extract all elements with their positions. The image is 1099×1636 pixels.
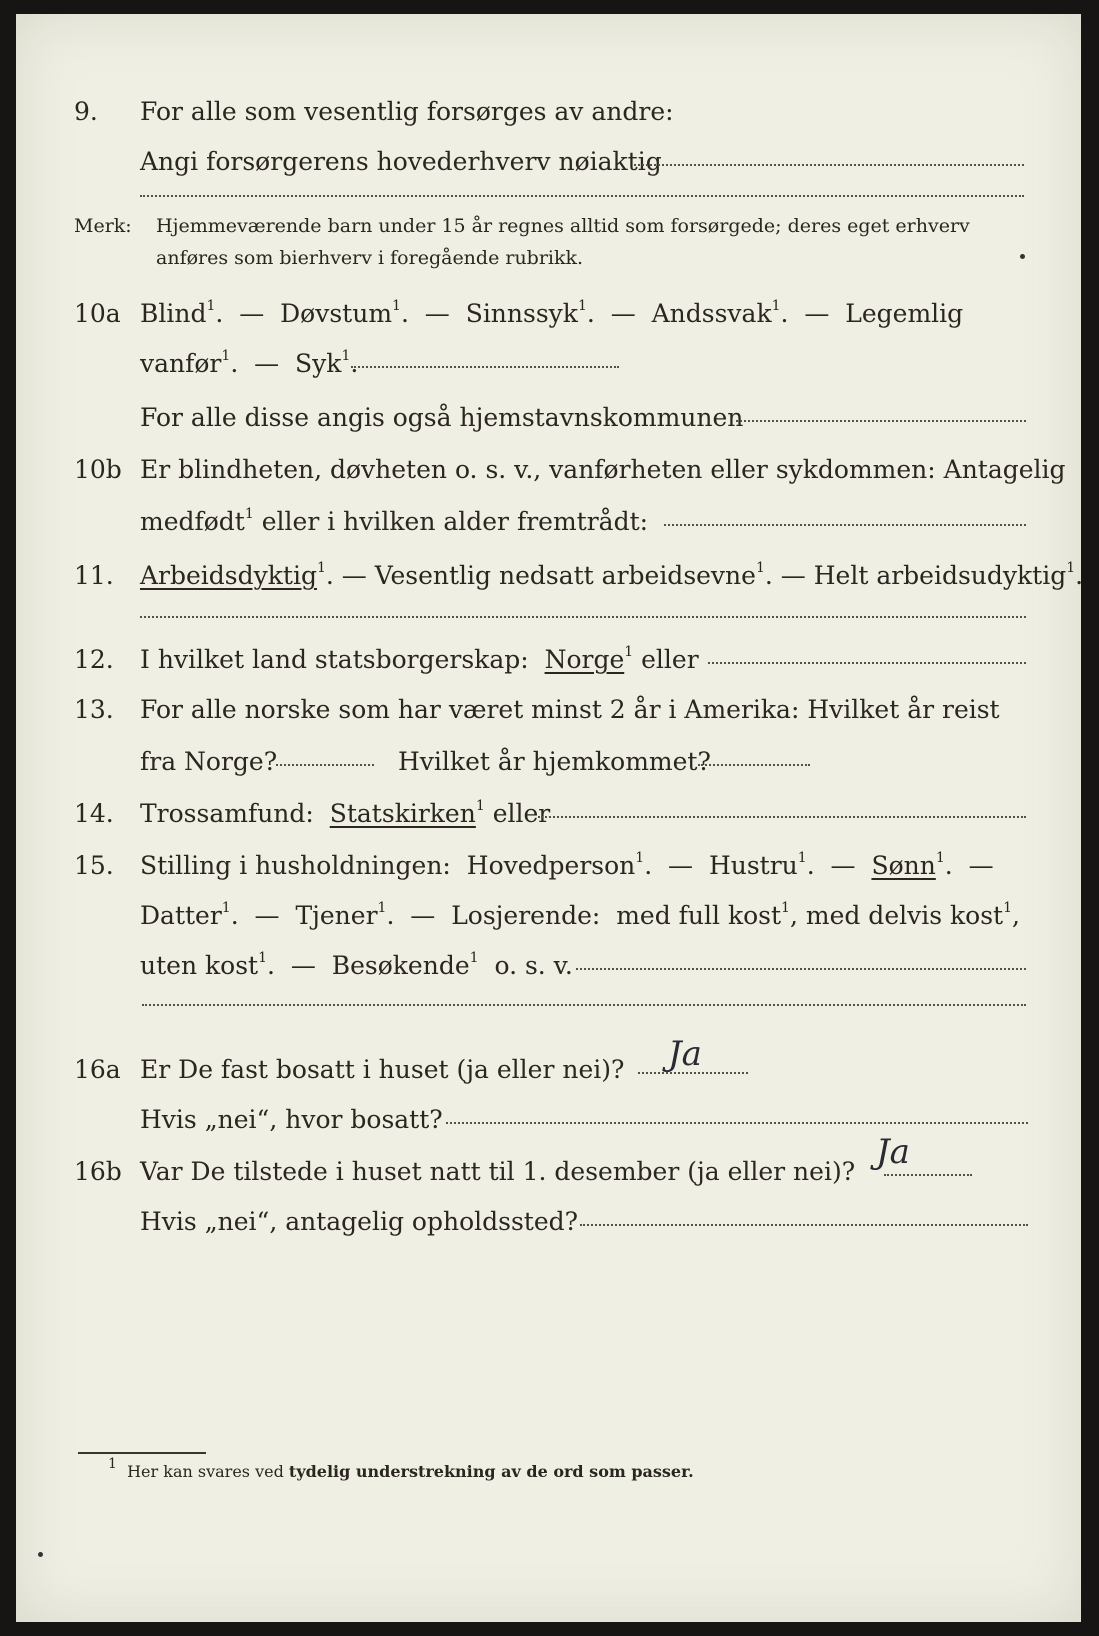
merk-label: Merk: xyxy=(74,215,132,237)
answer-line[interactable] xyxy=(446,1122,1028,1124)
answer-line[interactable] xyxy=(664,524,1026,526)
item-text: For alle norske som har været minst 2 år i Amerika: Hvilket år reist xyxy=(140,695,1000,724)
answer-line[interactable] xyxy=(884,1174,972,1176)
option-besokende[interactable]: Besøkende xyxy=(331,951,470,980)
item-16a: 16a Er De fast bosatt i huset (ja eller nei)? xyxy=(16,1050,1081,1090)
option-uten-kost[interactable]: uten kost xyxy=(140,951,259,980)
answer-line-hjemkommet[interactable] xyxy=(698,764,810,766)
merk-text: Hjemmeværende barn under 15 år regnes alltid som forsørgede; deres eget erhverv xyxy=(156,215,970,237)
option-syk[interactable]: Syk xyxy=(295,349,342,378)
item-text: Angi forsørgerens hovederhverv nøiaktig xyxy=(140,147,662,176)
item-number: 11. xyxy=(74,561,114,590)
option-medfodt[interactable]: medfødt xyxy=(140,507,245,536)
option-vanfor[interactable]: vanfør xyxy=(140,349,222,378)
item-number: 12. xyxy=(74,645,114,674)
item-14: 14. Trossamfund: Statskirken$^1$ eller xyxy=(16,794,1081,834)
item-10b xyxy=(16,450,1081,490)
option-full-kost[interactable]: med full kost xyxy=(616,901,782,930)
answer-line[interactable] xyxy=(142,1004,1026,1006)
handwritten-answer[interactable]: Ja xyxy=(668,1034,702,1074)
item-number: 10a xyxy=(74,299,121,328)
answer-line[interactable] xyxy=(708,662,1026,664)
option-helt-arbeidsudyktig[interactable]: Helt arbeidsudyktig xyxy=(813,561,1067,590)
answer-line-reist[interactable] xyxy=(276,764,374,766)
item-text: For alle som vesentlig forsørges av andre: xyxy=(140,97,674,126)
option-statskirken-selected[interactable]: Statskirken xyxy=(329,799,476,828)
footnote-rule xyxy=(78,1452,206,1454)
answer-line[interactable] xyxy=(140,195,1024,197)
answer-line[interactable] xyxy=(580,1224,1028,1226)
answer-line[interactable] xyxy=(140,616,1026,618)
option-tjener[interactable]: Tjener xyxy=(295,901,378,930)
item-16b-line2: Hvis „nei“, antagelig opholdssted? xyxy=(16,1202,1081,1242)
answer-line[interactable] xyxy=(351,366,619,368)
item-15-line2: Datter$^1$. — Tjener$^1$. — Losjerende: med full kost$^1$, med delvis kost$^1$, xyxy=(140,899,1020,930)
option-delvis-kost[interactable]: med delvis kost xyxy=(805,901,1004,930)
item-text: Er blindheten, døvheten o. s. v., vanførheten eller sykdommen: Antagelig xyxy=(140,455,1066,484)
item-13 xyxy=(16,690,1081,730)
item-9-line2 xyxy=(16,142,1081,182)
item-10a-line3 xyxy=(16,398,1081,438)
ink-speck xyxy=(1020,254,1025,259)
option-sinnssyk[interactable]: Sinnssyk xyxy=(465,299,578,328)
item-number: 14. xyxy=(74,799,114,828)
item-15-line3: uten kost$^1$. — Besøkende$^1$ o. s. v. xyxy=(16,946,1081,986)
answer-line[interactable] xyxy=(576,968,1026,970)
item-number: 9. xyxy=(74,97,98,126)
item-text: For alle disse angis også hjemstavnskommunen xyxy=(140,403,744,432)
answer-line[interactable] xyxy=(634,164,1024,166)
item-16a-line2: Hvis „nei“, hvor bosatt? xyxy=(16,1100,1081,1140)
item-12: 12. I hvilket land statsborgerskap: Norge$^1$ eller xyxy=(16,640,1081,680)
item-number: 13. xyxy=(74,695,114,724)
item-10b-line2: medfødt$^1$ eller i hvilken alder fremtrådt: xyxy=(16,502,1081,542)
item-number: 16a xyxy=(74,1055,121,1084)
merk-text: anføres som bierhverv i foregående rubrikk. xyxy=(156,247,584,269)
footnote: $^1$ Her kan svares ved tydelig understrekning av de ord som passer. xyxy=(108,1455,694,1481)
option-legemlig[interactable]: Legemlig xyxy=(845,299,964,328)
option-hustru[interactable]: Hustru xyxy=(708,851,798,880)
answer-line[interactable] xyxy=(736,420,1026,422)
option-norge-selected[interactable]: Norge xyxy=(544,645,625,674)
ink-speck xyxy=(38,1552,43,1557)
option-arbeidsdyktig-selected[interactable]: Arbeidsdyktig xyxy=(140,561,317,590)
census-form-page xyxy=(16,14,1084,1622)
option-andssvak[interactable]: Andssvak xyxy=(651,299,772,328)
item-10a: 10a Blind$^1$. — Døvstum$^1$. — Sinnssyk$^1$. — Andssvak$^1$. — Legemlig xyxy=(16,294,1081,334)
item-10a-line2: vanfør$^1$. — Syk$^1$. xyxy=(16,344,1081,384)
handwritten-answer[interactable]: Ja xyxy=(876,1132,910,1172)
item-16b: 16b Var De tilstede i huset natt til 1. desember (ja eller nei)? xyxy=(16,1152,1081,1192)
item-13-line2: fra Norge? Hvilket år hjemkommet? xyxy=(16,742,1081,782)
item-9 xyxy=(16,92,1081,132)
item-number: 10b xyxy=(74,455,122,484)
option-blind[interactable]: Blind xyxy=(140,299,207,328)
option-hovedperson[interactable]: Hovedperson xyxy=(466,851,636,880)
answer-line[interactable] xyxy=(538,816,1026,818)
item-15: 15. Stilling i husholdningen: Hovedperson$^1$. — Hustru$^1$. — Sønn$^1$. — xyxy=(16,846,1081,886)
item-number: 16b xyxy=(74,1157,122,1186)
item-11: 11. Arbeidsdyktig$^1$. — Vesentlig nedsatt arbeidsevne$^1$. — Helt arbeidsudyktig$^1$. xyxy=(16,556,1081,596)
item-number: 15. xyxy=(74,851,114,880)
option-datter[interactable]: Datter xyxy=(140,901,222,930)
option-dovstum[interactable]: Døvstum xyxy=(280,299,393,328)
option-vesentlig-nedsatt[interactable]: Vesentlig nedsatt arbeidsevne xyxy=(374,561,756,590)
option-sonn-selected[interactable]: Sønn xyxy=(871,851,936,880)
